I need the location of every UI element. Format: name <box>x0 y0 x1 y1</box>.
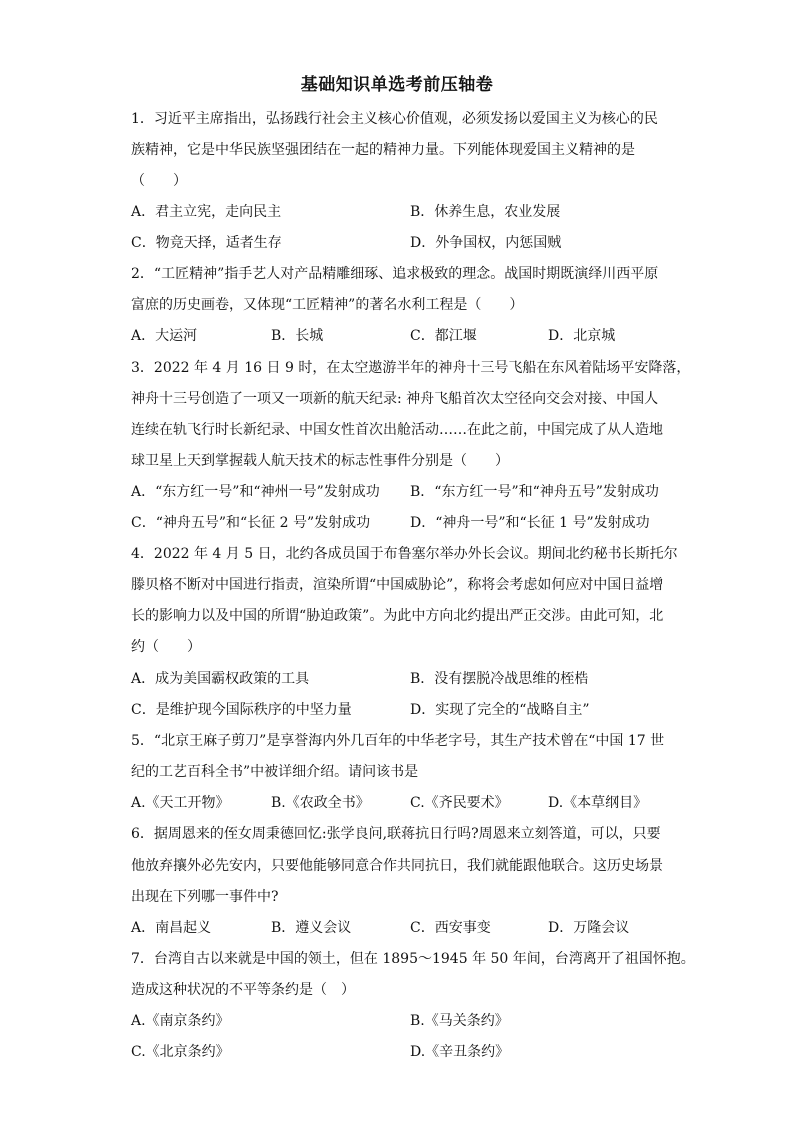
question-3-option-a: A．“东方红一号”和“神州一号”发射成功 <box>131 484 380 500</box>
question-4-option-c: C．是维护现今国际秩序的中坚力量 <box>131 702 352 718</box>
question-2-line-1: 2．“工匠精神”指手艺人对产品精雕细琢、追求极致的理念。战国时期既演绎川西平原 <box>131 266 659 282</box>
question-3-line-4: 球卫星上天到掌握载人航天技术的标志性事件分别是（ ） <box>131 453 509 469</box>
question-1-line-2: 族精神，它是中华民族坚强团结在一起的精神力量。下列能体现爱国主义精神的是 <box>131 142 635 158</box>
question-7-option-a: A.《南京条约》 <box>131 1013 230 1029</box>
question-6-line-2: 他放弃攘外必先安内，只要他能够同意合作共同抗日，我们就能跟他联合。这历史场景 <box>131 858 663 874</box>
question-2-line-2: 富庶的历史画卷，又体现“工匠精神”的著名水利工程是（ ） <box>131 297 524 313</box>
question-3-line-3: 连续在轨飞行时长新纪录、中国女性首次出舱活动……在此之前，中国完成了从人造地 <box>131 422 663 438</box>
question-2-option-a: A．大运河 <box>131 328 198 344</box>
question-3-option-d: D．“神舟一号”和“长征 1 号”发射成功 <box>410 515 650 531</box>
question-6-line-3: 出现在下列哪一事件中? <box>131 889 279 905</box>
question-3-option-c: C．“神舟五号”和“长征 2 号”发射成功 <box>131 515 371 531</box>
question-1-line-1: 1．习近平主席指出，弘扬践行社会主义核心价值观，必须发扬以爱国主义为核心的民 <box>131 111 658 127</box>
question-4-option-b: B．没有摆脱冷战思维的桎梏 <box>410 671 589 687</box>
question-4-line-3: 长的影响力以及中国的所谓“胁迫政策”。为此中方向北约提出严正交涉。由此可知，北 <box>131 608 664 624</box>
question-7-line-1: 7．台湾自古以来就是中国的领土，但在 1895～1945 年 50 年间，台湾离开了祖国怀抱。 <box>131 951 695 967</box>
question-4-line-4: 约（ ） <box>131 639 201 655</box>
question-7-option-c: C.《北京条约》 <box>131 1044 230 1060</box>
question-6-option-a: A．南昌起义 <box>131 920 212 936</box>
question-2-option-c: C．都江堰 <box>410 328 477 344</box>
question-1-line-3: （ ） <box>131 173 187 189</box>
question-7-option-d: D.《辛丑条约》 <box>410 1044 510 1060</box>
question-5-option-b: B.《农政全书》 <box>271 795 370 811</box>
question-6-line-1: 6．据周恩来的侄女周秉德回忆:张学良问,联蒋抗日行吗?周恩来立刻答道，可以，只要 <box>131 826 661 842</box>
question-4-line-1: 4．2022 年 4 月 5 日，北约各成员国于布鲁塞尔举办外长会议。期间北约秘书长斯托尔 <box>131 546 678 562</box>
question-4-option-a: A．成为美国霸权政策的工具 <box>131 671 310 687</box>
question-5-line-1: 5．“北京王麻子剪刀”是享誉海内外几百年的中华老字号，其生产技术曾在“中国 17 世 <box>131 733 665 749</box>
question-6-option-c: C．西安事变 <box>410 920 491 936</box>
question-3-line-2: 神舟十三号创造了一项又一项新的航天纪录: 神舟飞船首次太空径向交会对接、中国人 <box>131 391 659 407</box>
question-1-option-a: A．君主立宪，走向民主 <box>131 204 282 220</box>
question-3-option-b: B．“东方红一号”和“神舟五号”发射成功 <box>410 484 659 500</box>
question-7-line-2: 造成这种状况的不平等条约是（ ） <box>131 982 355 998</box>
question-3-line-1: 3．2022 年 4 月 16 日 9 时，在太空遨游半年的神舟十三号飞船在东风着陆场平安降落， <box>131 360 691 376</box>
question-1-option-b: B．休养生息，农业发展 <box>410 204 561 220</box>
question-5-line-2: 纪的工艺百科全书”中被详细介绍。请问该书是 <box>131 764 419 780</box>
question-5-option-c: C.《齐民要术》 <box>410 795 509 811</box>
question-6-option-b: B．遵义会议 <box>271 920 352 936</box>
question-7-option-b: B.《马关条约》 <box>410 1013 509 1029</box>
question-1-option-c: C．物竞天择，适者生存 <box>131 235 282 251</box>
page-title: 基础知识单选考前压轴卷 <box>300 75 494 95</box>
question-2-option-b: B．长城 <box>271 328 324 344</box>
question-6-option-d: D．万隆会议 <box>548 920 630 936</box>
question-4-line-2: 滕贝格不断对中国进行指责，渲染所谓“中国威胁论”，称将会考虑如何应对中国日益增 <box>131 577 664 593</box>
question-1-option-d: D．外争国权，内惩国贼 <box>410 235 562 251</box>
question-5-option-a: A.《天工开物》 <box>131 795 230 811</box>
question-4-option-d: D．实现了完全的“战略自主” <box>410 702 590 718</box>
question-2-option-d: D．北京城 <box>548 328 616 344</box>
question-5-option-d: D.《本草纲目》 <box>548 795 648 811</box>
